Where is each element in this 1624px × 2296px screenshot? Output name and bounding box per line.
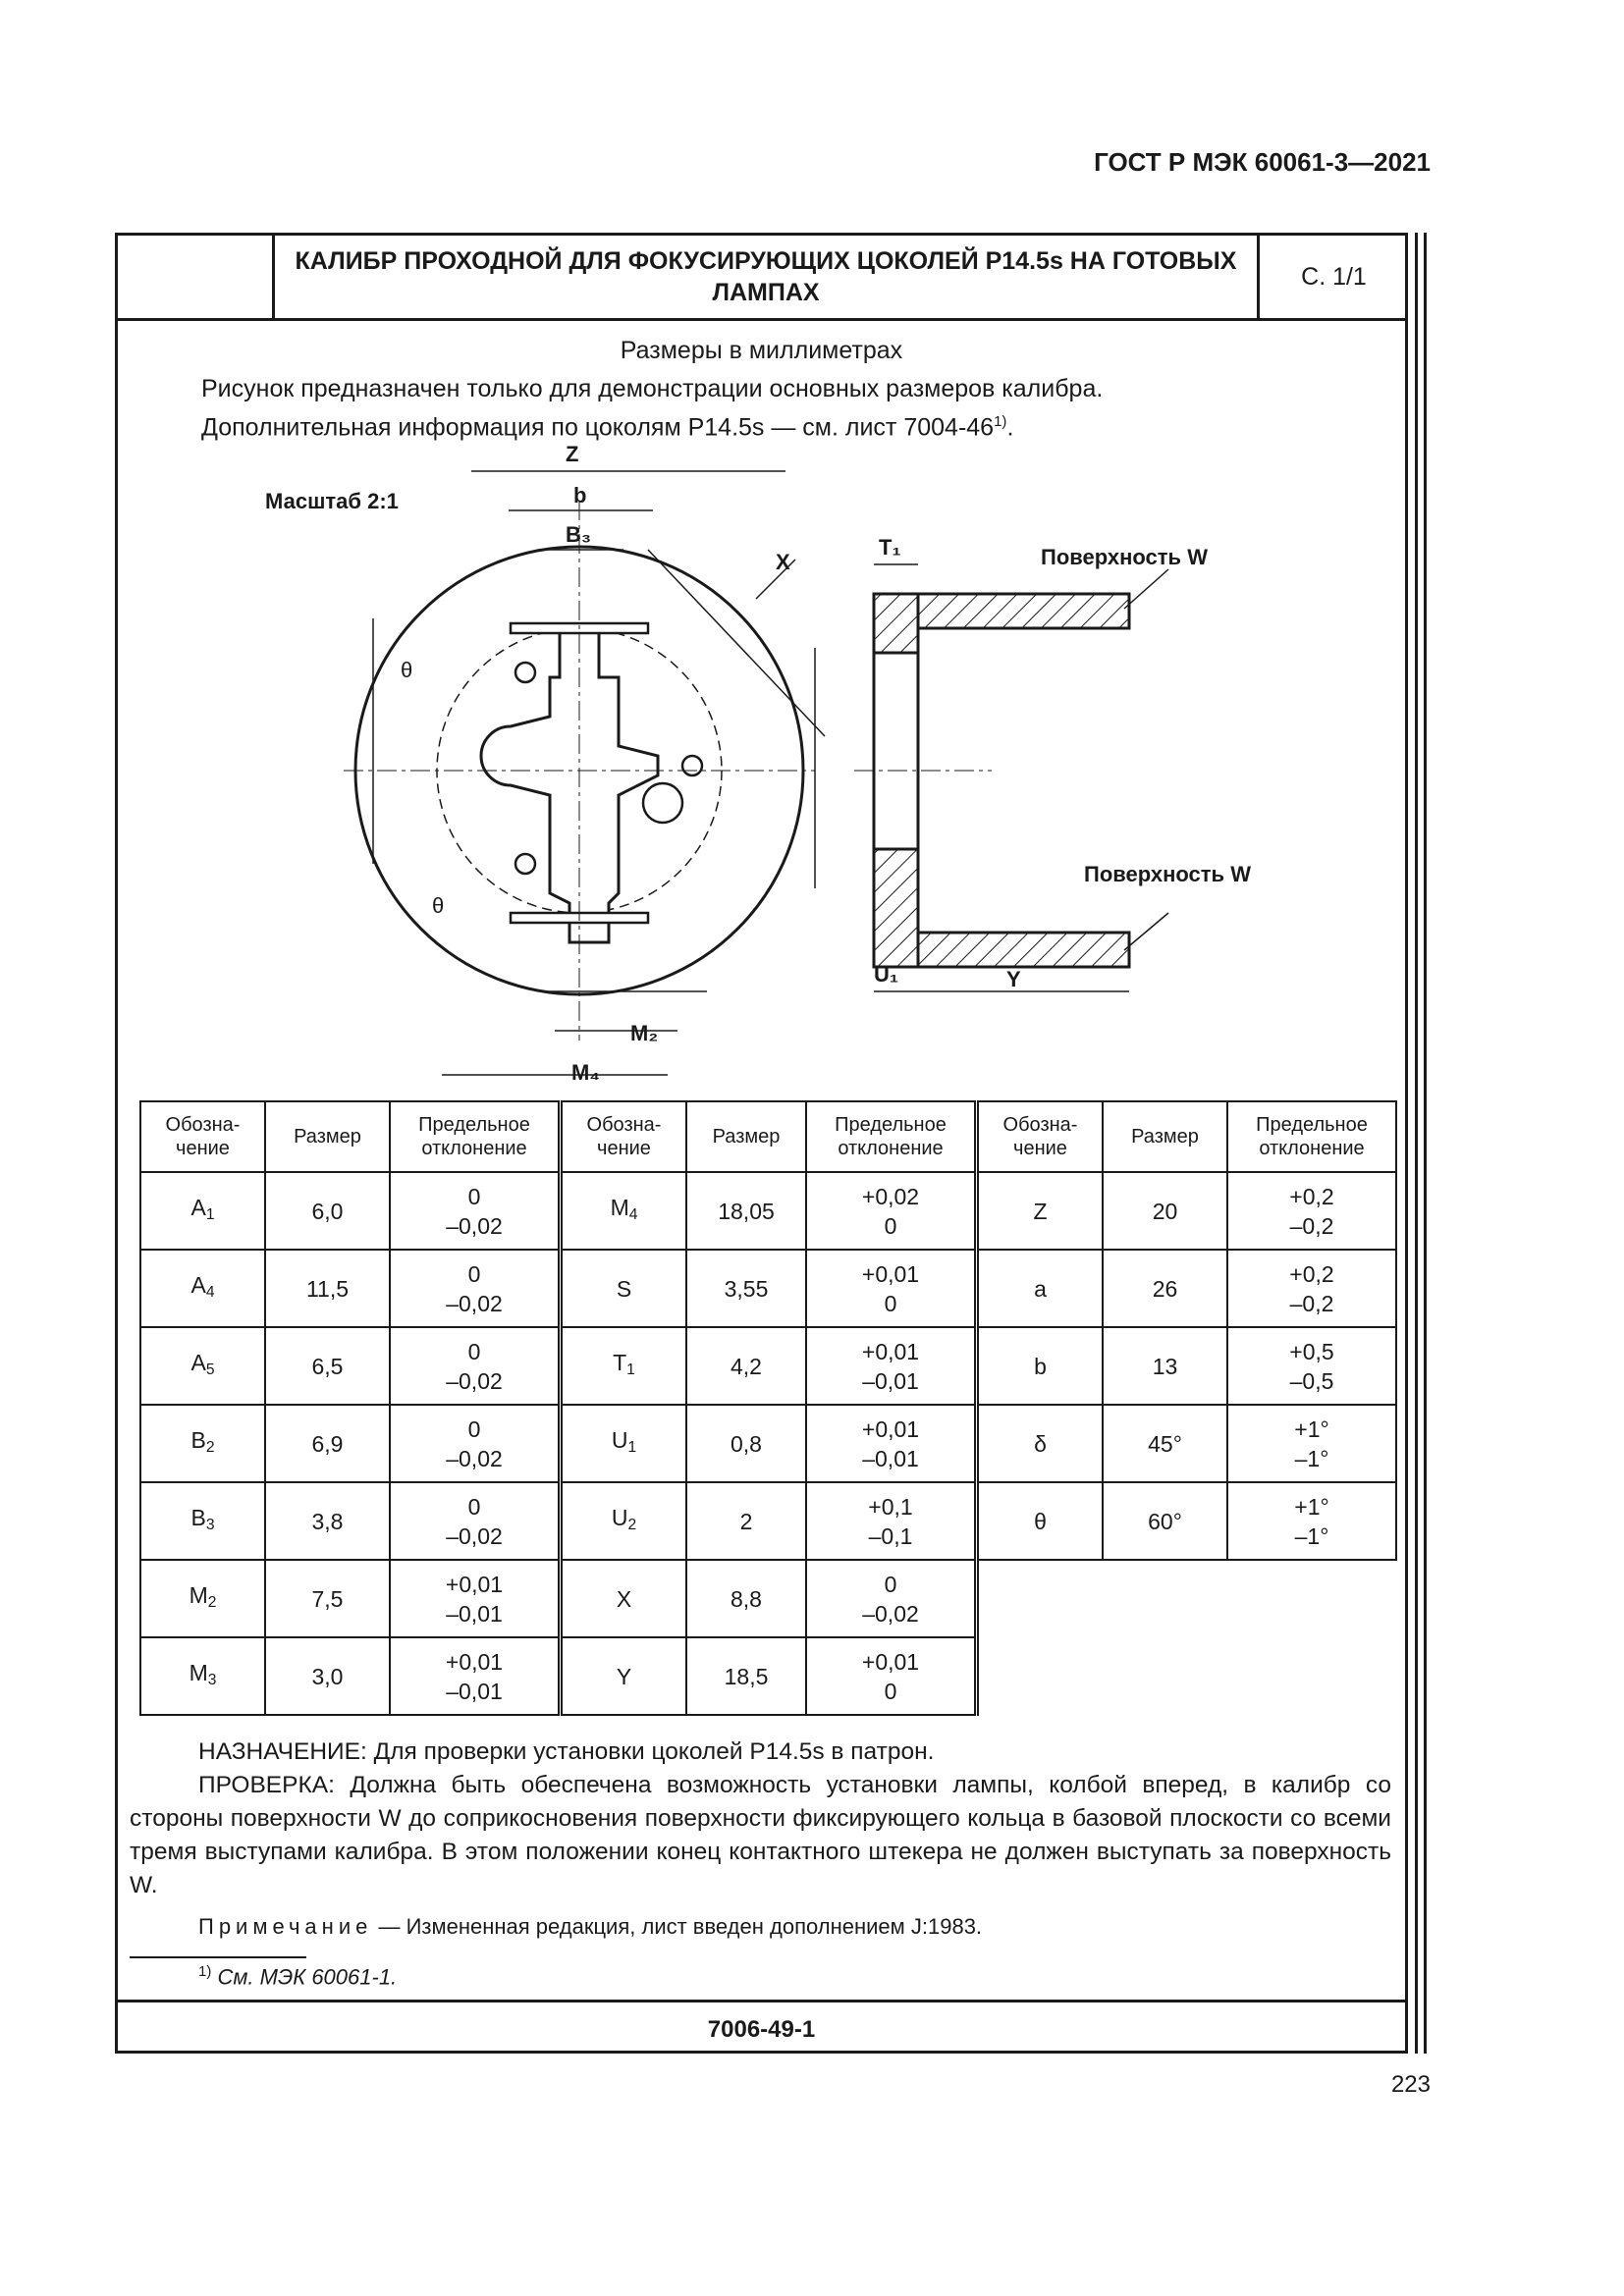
size-cell: 13	[1103, 1327, 1227, 1405]
tolerance-cell: +0,2 –0,2	[1227, 1172, 1396, 1250]
header-designation: Обозна- чение	[140, 1101, 265, 1172]
size-cell: 4,2	[686, 1327, 806, 1405]
note	[198, 1914, 982, 1940]
designation-cell: S	[561, 1250, 687, 1327]
purpose-paragraph: НАЗНАЧЕНИЕ: Для проверки установки цоколей P14.5s в патрон.	[198, 1738, 935, 1765]
surface-w-label: Поверхность W	[1041, 545, 1208, 569]
empty-cell	[977, 1637, 1104, 1715]
size-cell: 6,5	[265, 1327, 390, 1405]
gauge-drawing	[245, 432, 1326, 1080]
tolerance-cell: +0,5 –0,5	[1227, 1327, 1396, 1405]
svg-text:θ: θ	[401, 658, 413, 682]
scale-label: Масштаб 2:1	[265, 489, 399, 513]
size-cell: 3,55	[686, 1250, 806, 1327]
note-text: — Измененная редакция, лист введен дополнением J:1983.	[372, 1914, 983, 1939]
note-label: Примечание	[198, 1914, 373, 1939]
size-cell: 7,5	[265, 1560, 390, 1637]
right-border-line	[1424, 233, 1427, 2054]
title-block-empty-cell	[118, 236, 275, 318]
tolerance-cell: +0,02 0	[806, 1172, 977, 1250]
tolerance-cell: 0 –0,02	[390, 1327, 561, 1405]
intro-line-1: Рисунок предназначен только для демонстрации основных размеров калибра.	[201, 375, 1104, 402]
title-block	[118, 236, 1405, 321]
svg-text:b: b	[573, 483, 587, 507]
header-size: Размер	[686, 1101, 806, 1172]
designation-cell: δ	[977, 1405, 1104, 1482]
size-cell: 26	[1103, 1250, 1227, 1327]
header-tolerance: Предельное отклонение	[1227, 1101, 1396, 1172]
designation-cell: a	[977, 1250, 1104, 1327]
size-cell: 18,5	[686, 1637, 806, 1715]
svg-text:θ: θ	[432, 893, 445, 918]
designation-cell: $M_4$	[561, 1172, 687, 1250]
tolerance-cell: +0,01 –0,01	[390, 1560, 561, 1637]
table-header-row	[140, 1101, 1396, 1172]
tolerance-cell: 0 –0,02	[390, 1250, 561, 1327]
header-size: Размер	[1103, 1101, 1227, 1172]
empty-cell	[1103, 1560, 1227, 1637]
designation-cell: $B_3$	[140, 1482, 265, 1560]
right-border-line	[1415, 233, 1418, 2054]
empty-cell	[977, 1560, 1104, 1637]
size-cell: 3,8	[265, 1482, 390, 1560]
tolerance-cell: 0 –0,02	[390, 1172, 561, 1250]
tolerance-cell: +0,01 –0,01	[806, 1327, 977, 1405]
tolerance-cell: +0,01 –0,01	[390, 1637, 561, 1715]
sheet-title: КАЛИБР ПРОХОДНОЙ ДЛЯ ФОКУСИРУЮЩИХ ЦОКОЛЕЙ P14.5s НА ГОТОВЫХ ЛАМПАХ	[295, 247, 1237, 306]
svg-text:U₁: U₁	[874, 962, 898, 987]
designation-cell: Y	[561, 1637, 687, 1715]
dimensions-table	[139, 1100, 1397, 1716]
size-cell: 8,8	[686, 1560, 806, 1637]
tolerance-cell: +1° –1°	[1227, 1405, 1396, 1482]
designation-cell: $A_4$	[140, 1250, 265, 1327]
table-row	[140, 1172, 1396, 1250]
svg-text:Z: Z	[566, 442, 579, 466]
designation-cell: $A_1$	[140, 1172, 265, 1250]
tolerance-cell: +0,2 –0,2	[1227, 1250, 1396, 1327]
designation-cell: Z	[977, 1172, 1104, 1250]
designation-cell: $A_5$	[140, 1327, 265, 1405]
dimensions-note: Размеры в миллиметрах	[620, 337, 903, 364]
svg-text:T₁: T₁	[879, 535, 901, 560]
table-row	[140, 1327, 1396, 1405]
size-cell: 0,8	[686, 1405, 806, 1482]
svg-text:Y: Y	[1006, 967, 1021, 991]
header-tolerance: Предельное отклонение	[806, 1101, 977, 1172]
designation-cell: b	[977, 1327, 1104, 1405]
tolerance-cell: +0,01 0	[806, 1637, 977, 1715]
size-cell: 3,0	[265, 1637, 390, 1715]
designation-cell: X	[561, 1560, 687, 1637]
sheet-number: 7006-49-1	[115, 2000, 1408, 2056]
table-row	[140, 1637, 1396, 1715]
table-row	[140, 1250, 1396, 1327]
tolerance-cell: 0 –0,02	[390, 1482, 561, 1560]
tolerance-cell: 0 –0,02	[390, 1405, 561, 1482]
footnote-rule	[130, 1956, 306, 1958]
designation-cell: θ	[977, 1482, 1104, 1560]
size-cell: 6,0	[265, 1172, 390, 1250]
empty-cell	[1227, 1637, 1396, 1715]
header-tolerance: Предельное отклонение	[390, 1101, 561, 1172]
size-cell: 11,5	[265, 1250, 390, 1327]
surface-w-label: Поверхность W	[1084, 862, 1251, 886]
designation-cell: $U_2$	[561, 1482, 687, 1560]
empty-cell	[1103, 1637, 1227, 1715]
check-paragraph: ПРОВЕРКА: Должна быть обеспечена возможность установки лампы, колбой вперед, в калибр со стороны поверхности W до соприкосновения поверхности фиксирующего кольца в базовой плоскости со всеми тремя выступами калибра. В этом положении конец контактного штекера не должен выступать за поверхность W.	[130, 1772, 1391, 1898]
table-row	[140, 1482, 1396, 1560]
size-cell: 20	[1103, 1172, 1227, 1250]
designation-cell: $M_3$	[140, 1637, 265, 1715]
size-cell: 6,9	[265, 1405, 390, 1482]
svg-text:M₄: M₄	[571, 1060, 600, 1080]
svg-text:M₂: M₂	[630, 1021, 659, 1045]
tolerance-cell: +0,01 0	[806, 1250, 977, 1327]
svg-text:X: X	[776, 550, 790, 574]
footnote-ref: 1)	[994, 413, 1007, 430]
sheet-page: С. 1/1	[1257, 236, 1408, 318]
gauge-front-view	[344, 442, 825, 1080]
tolerance-cell: +0,01 –0,01	[806, 1405, 977, 1482]
header-designation: Обозна- чение	[977, 1101, 1104, 1172]
size-cell: 2	[686, 1482, 806, 1560]
table-row	[140, 1405, 1396, 1482]
tolerance-cell: +1° –1°	[1227, 1482, 1396, 1560]
intro-line-2: Дополнительная информация по цоколям P14.5s — см. лист 7004-46$^{1)}$.	[201, 413, 1014, 442]
table-row	[140, 1560, 1396, 1637]
empty-cell	[1227, 1560, 1396, 1637]
page-number: 223	[1390, 2071, 1431, 2098]
tolerance-cell: +0,1 –0,1	[806, 1482, 977, 1560]
tolerance-cell: 0 –0,02	[806, 1560, 977, 1637]
svg-text:B₃: B₃	[566, 522, 592, 547]
designation-cell: $U_1$	[561, 1405, 687, 1482]
standard-number: ГОСТ Р МЭК 60061-3—2021	[1094, 147, 1431, 177]
size-cell: 18,05	[686, 1172, 806, 1250]
header-designation: Обозна- чение	[561, 1101, 687, 1172]
designation-cell: $M_2$	[140, 1560, 265, 1637]
footnote: $^{1)}$ См. МЭК 60061-1.	[198, 1963, 398, 1990]
gauge-side-view	[854, 535, 1168, 991]
designation-cell: $B_2$	[140, 1405, 265, 1482]
designation-cell: $T_1$	[561, 1327, 687, 1405]
size-cell: 60°	[1103, 1482, 1227, 1560]
size-cell: 45°	[1103, 1405, 1227, 1482]
header-size: Размер	[265, 1101, 390, 1172]
